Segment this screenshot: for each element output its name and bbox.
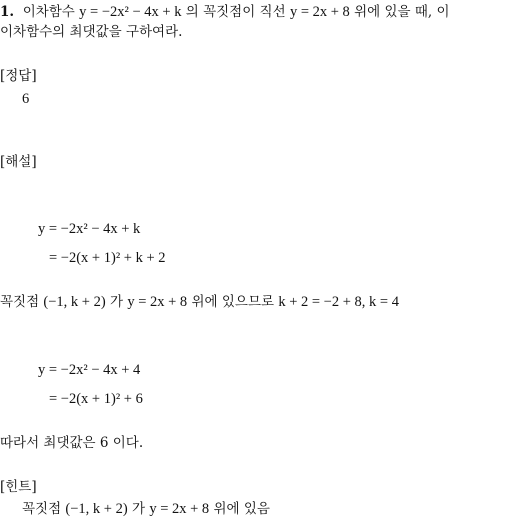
hint-text-3: 위에 있음 bbox=[213, 501, 270, 517]
vertex-point: (−1, k + 2) bbox=[43, 294, 106, 310]
problem-text-after: 위에 있을 때, 이 bbox=[354, 4, 450, 20]
vertex-text-3: 위에 있으므로 bbox=[191, 294, 275, 310]
problem-number: 1. bbox=[0, 4, 15, 20]
solution-eq-1b: = −2(x + 1)² + k + 2 bbox=[49, 250, 166, 266]
problem-line-1 bbox=[0, 2, 450, 22]
problem-line-2: 이차함수의 최댓값을 구하여라. bbox=[0, 24, 183, 40]
hint-text-line bbox=[22, 499, 270, 519]
hint-point: (−1, k + 2) bbox=[65, 501, 128, 517]
hint-label: [힌트] bbox=[0, 479, 37, 495]
solution-vertex-line bbox=[0, 292, 399, 312]
hint-text-1: 꼭짓점 bbox=[22, 501, 62, 517]
solution-eq-2a: y = −2x² − 4x + 4 bbox=[38, 362, 141, 378]
vertex-text-1: 꼭짓점 bbox=[0, 294, 40, 310]
answer-label: [정답] bbox=[0, 68, 37, 84]
problem-text-mid: 의 꼭짓점이 직선 bbox=[185, 4, 286, 20]
vertex-line-equation: y = 2x + 8 bbox=[127, 294, 188, 310]
vertex-solve: k + 2 = −2 + 8, k = 4 bbox=[278, 294, 399, 310]
solution-eq-1a: y = −2x² − 4x + k bbox=[38, 221, 141, 237]
answer-value: 6 bbox=[22, 91, 30, 107]
vertex-text-2: 가 bbox=[109, 294, 124, 310]
problem-equation: y = −2x² − 4x + k bbox=[79, 4, 182, 20]
hint-line-equation: y = 2x + 8 bbox=[149, 501, 210, 517]
problem-text-before: 이차함수 bbox=[22, 4, 75, 20]
solution-conclusion: 따라서 최댓값은 6 이다. bbox=[0, 435, 144, 451]
hint-text-2: 가 bbox=[131, 501, 146, 517]
solution-eq-2b: = −2(x + 1)² + 6 bbox=[49, 391, 143, 407]
problem-line-equation: y = 2x + 8 bbox=[289, 4, 350, 20]
solution-label: [해설] bbox=[0, 154, 37, 170]
